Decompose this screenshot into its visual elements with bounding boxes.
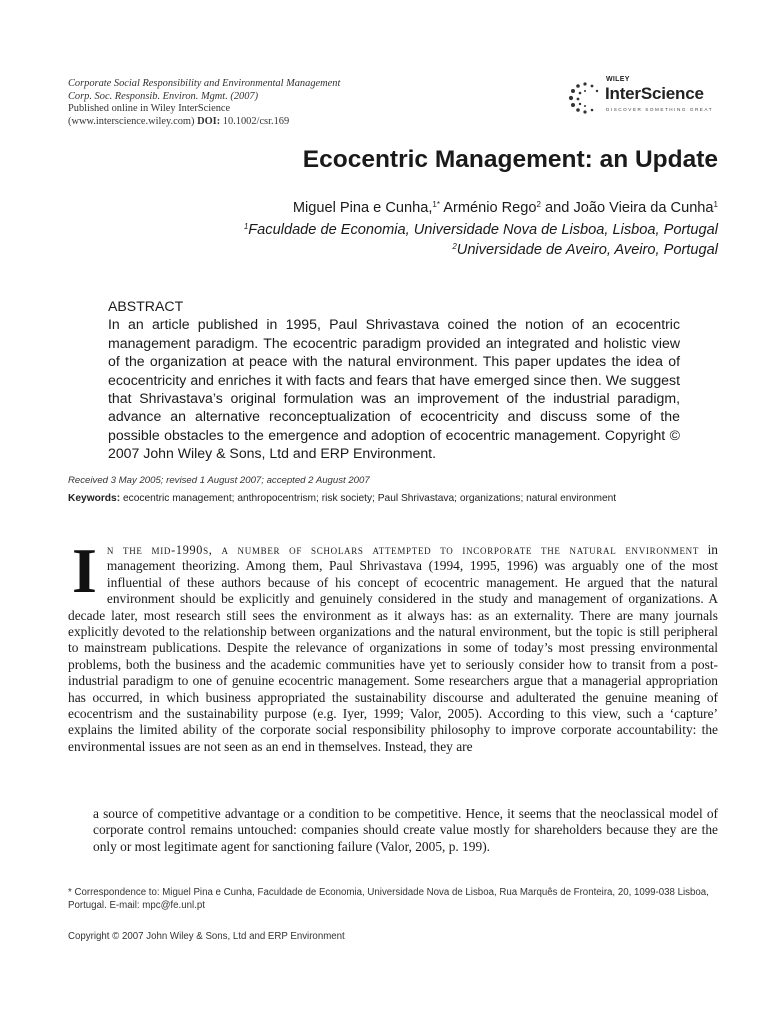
journal-citation: Corp. Soc. Responsib. Environ. Mgmt. (2007): [68, 90, 259, 102]
affiliation-text: Faculdade de Economia, Universidade Nova de Lisboa, Lisboa, Portugal: [248, 222, 718, 238]
received-dates: Received 3 May 2005; revised 1 August 2007; accepted 2 August 2007: [68, 475, 370, 486]
affiliation: [244, 222, 718, 238]
doi-label: DOI:: [197, 116, 221, 128]
wiley-brand: WILEY: [606, 76, 630, 83]
block-quote: a source of competitive advantage or a condition to be competitive. Hence, it seems that the neoclassical model of corporate control remains untouched: companies should create value mostly for shareholders because they are the only or most legitimate agent for sanctioning failure (Valor, 2005, p. 199).: [93, 806, 718, 854]
publisher-url[interactable]: (www.interscience.wiley.com): [68, 116, 195, 128]
affiliation-mark: 2: [452, 242, 457, 251]
affiliation-text: Universidade de Aveiro, Aveiro, Portugal: [456, 242, 718, 258]
author-affiliation-mark: 1: [713, 200, 718, 209]
body-text: in management theorizing. Among them, Paul Shrivastava (1994, 1995, 1996) was arguably one of the most influential of these authors because of his concept of ecocentric management. He argued that the natural environment should be explicitly and genuinely considered in the study and management of organizations. A decade later, most research still sees the environment as it always has: as an externality. There are many journals explicitly devoted to the relationship between organizations and the natural environment, but the topic is still peripheral to mainstream publications. Despite the relevance of organizations in some of today’s most pressing environmental problems, both the business and the academic communities have yet to seriously consider how to transit from a post-industrial paradigm to one of genuine ecocentric management. Some researchers argue that a managerial appropriation has occurred, in which business appropriated the sustainability discourse and adulterated the genuine meaning of ecocentrism and the sustainability purpose (e.g. Iyer, 1999; Valor, 2005). According to this view, such a ‘capture’ explains the limited ability of the corporate social responsibility philosophy to improve corporate accountability: the environmental issues are not seen as an end in themselves. Instead, they are: [68, 542, 718, 754]
keywords: [68, 493, 616, 504]
publisher-logo: [566, 76, 726, 122]
abstract-body: In an article published in 1995, Paul Shrivastava coined the notion of an ecocentric management paradigm. The ecocentric paradigm provided an integrated and holistic view of the organization at peace with the natural environment. This paper updates the idea of ecocentricity and enriches it with facts and fears that have emerged since then. We suggest that Shrivastava’s original formulation was an improvement of the industrial paradigm, advance an alternative reconceptualization of ecocentricity and discuss some of the possible obstacles to the emergence and adoption of ecocentric management. Copyright © 2007 John Wiley & Sons, Ltd and ERP Environment.: [108, 316, 680, 462]
keywords-label: Keywords:: [68, 493, 121, 504]
correspondence-note: * Correspondence to: Miguel Pina e Cunha, Faculdade de Economia, Universidade Nova de Lisboa, Rua Marquês de Fronteira, 20, 1099-038 Lisboa, Portugal. E-mail: mpc@fe.unl.pt: [68, 887, 709, 911]
paper-title: Ecocentric Management: an Update: [302, 146, 718, 173]
body-lead-in: n the mid-1990s, a number of scholars attempted to incorporate the natural environment: [106, 543, 700, 557]
interscience-rings-icon: [566, 80, 604, 118]
author-name: and João Vieira da Cunha: [540, 200, 714, 216]
author-affiliation-mark: 1*: [432, 200, 440, 209]
drop-cap: I: [72, 535, 97, 606]
affiliation-mark: 1: [243, 222, 249, 231]
affiliation: [452, 242, 718, 258]
published-online: Published online in Wiley InterScience: [68, 103, 231, 115]
publisher-tagline: DISCOVER SOMETHING GREAT: [606, 107, 714, 112]
author-name: Arménio Rego: [439, 200, 537, 216]
doi-line: [68, 116, 488, 129]
doi-value[interactable]: 10.1002/csr.169: [222, 116, 290, 128]
interscience-name: InterScience: [605, 84, 704, 103]
abstract: [108, 297, 680, 463]
journal-name: Corporate Social Responsibility and Environmental Management: [68, 78, 341, 89]
author-name: Miguel Pina e Cunha,: [292, 200, 433, 216]
copyright-footer: Copyright © 2007 John Wiley & Sons, Ltd and ERP Environment: [68, 931, 345, 942]
journal-info: [68, 78, 488, 129]
author-affiliation-mark: 2: [536, 200, 541, 209]
keywords-list: ecocentric management; anthropocentrism; risk society; Paul Shrivastava; organizations; natural environment: [122, 493, 617, 504]
body-paragraph: [68, 535, 718, 755]
abstract-heading: ABSTRACT: [108, 298, 184, 314]
author-list: [293, 200, 718, 216]
